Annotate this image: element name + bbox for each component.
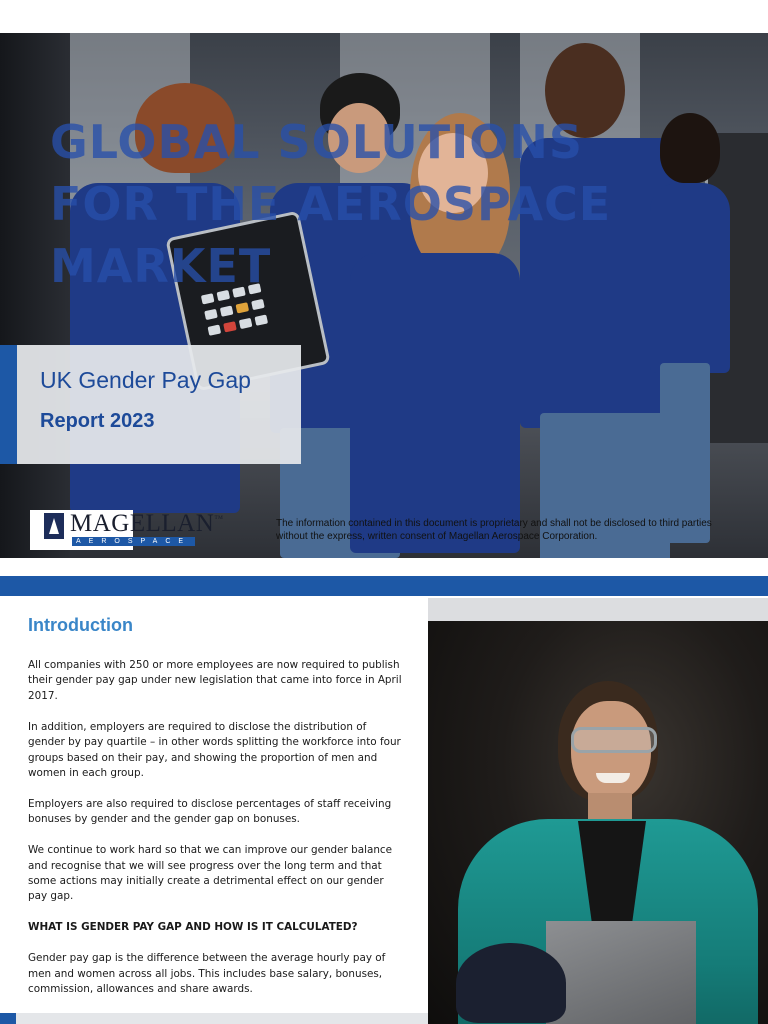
hero-banner xyxy=(0,33,768,558)
introduction-section xyxy=(0,596,428,1024)
logo-mark-icon xyxy=(44,513,64,539)
logo-wordmark: MAGELLAN™ xyxy=(70,510,224,537)
paragraph: All companies with 250 or more employees are now required to publish their gender pay gap under new legislation that came into force in April 2017. xyxy=(28,659,402,702)
paragraph: In addition, employers are required to disclose the distribution of gender by pay quartile – in other words splitting the workforce into four groups based on their pay, and showing the proportion of men and women in each group. xyxy=(28,720,401,779)
welding-apron xyxy=(546,921,696,1024)
paragraph: We continue to work hard so that we can improve our gender balance and recognise that we will see progress over the long term and that some actions may initially create a detrimental effect on our gender pay gap. xyxy=(28,844,393,903)
report-year: Report 2023 xyxy=(40,410,155,432)
welding-helmet xyxy=(456,943,566,1023)
introduction-body xyxy=(28,658,406,1013)
subheading: WHAT IS GENDER PAY GAP AND HOW IS IT CALCULATED? xyxy=(28,921,358,934)
paragraph: Gender pay gap is the difference between the average hourly pay of men and women across all jobs. This includes base salary, bonuses, commission, allowances and share awards. xyxy=(28,952,386,995)
paragraph: Employers are also required to disclose percentages of staff receiving bonuses by gender and the gender gap on bonuses. xyxy=(28,797,392,826)
report-title: UK Gender Pay Gap xyxy=(40,367,251,393)
hero-title xyxy=(50,111,670,297)
hero-title-line: GLOBAL SOLUTIONS xyxy=(50,115,584,169)
section-divider xyxy=(0,576,768,596)
confidentiality-disclaimer: The information contained in this document is proprietary and shall not be disclosed to third parties without the express, written consent of Magellan Aerospace Corporation. xyxy=(276,518,712,542)
section-title: Introduction xyxy=(28,615,133,635)
logo-subtitle: AEROSPACE xyxy=(72,537,195,546)
report-title-box xyxy=(0,345,301,464)
company-logo xyxy=(30,510,224,550)
hero-title-line: MARKET xyxy=(50,239,272,293)
safety-glasses xyxy=(571,727,657,753)
welder-photo xyxy=(428,621,768,1024)
hero-title-line: FOR THE AEROSPACE xyxy=(50,177,612,231)
photo-header-band xyxy=(428,598,768,621)
